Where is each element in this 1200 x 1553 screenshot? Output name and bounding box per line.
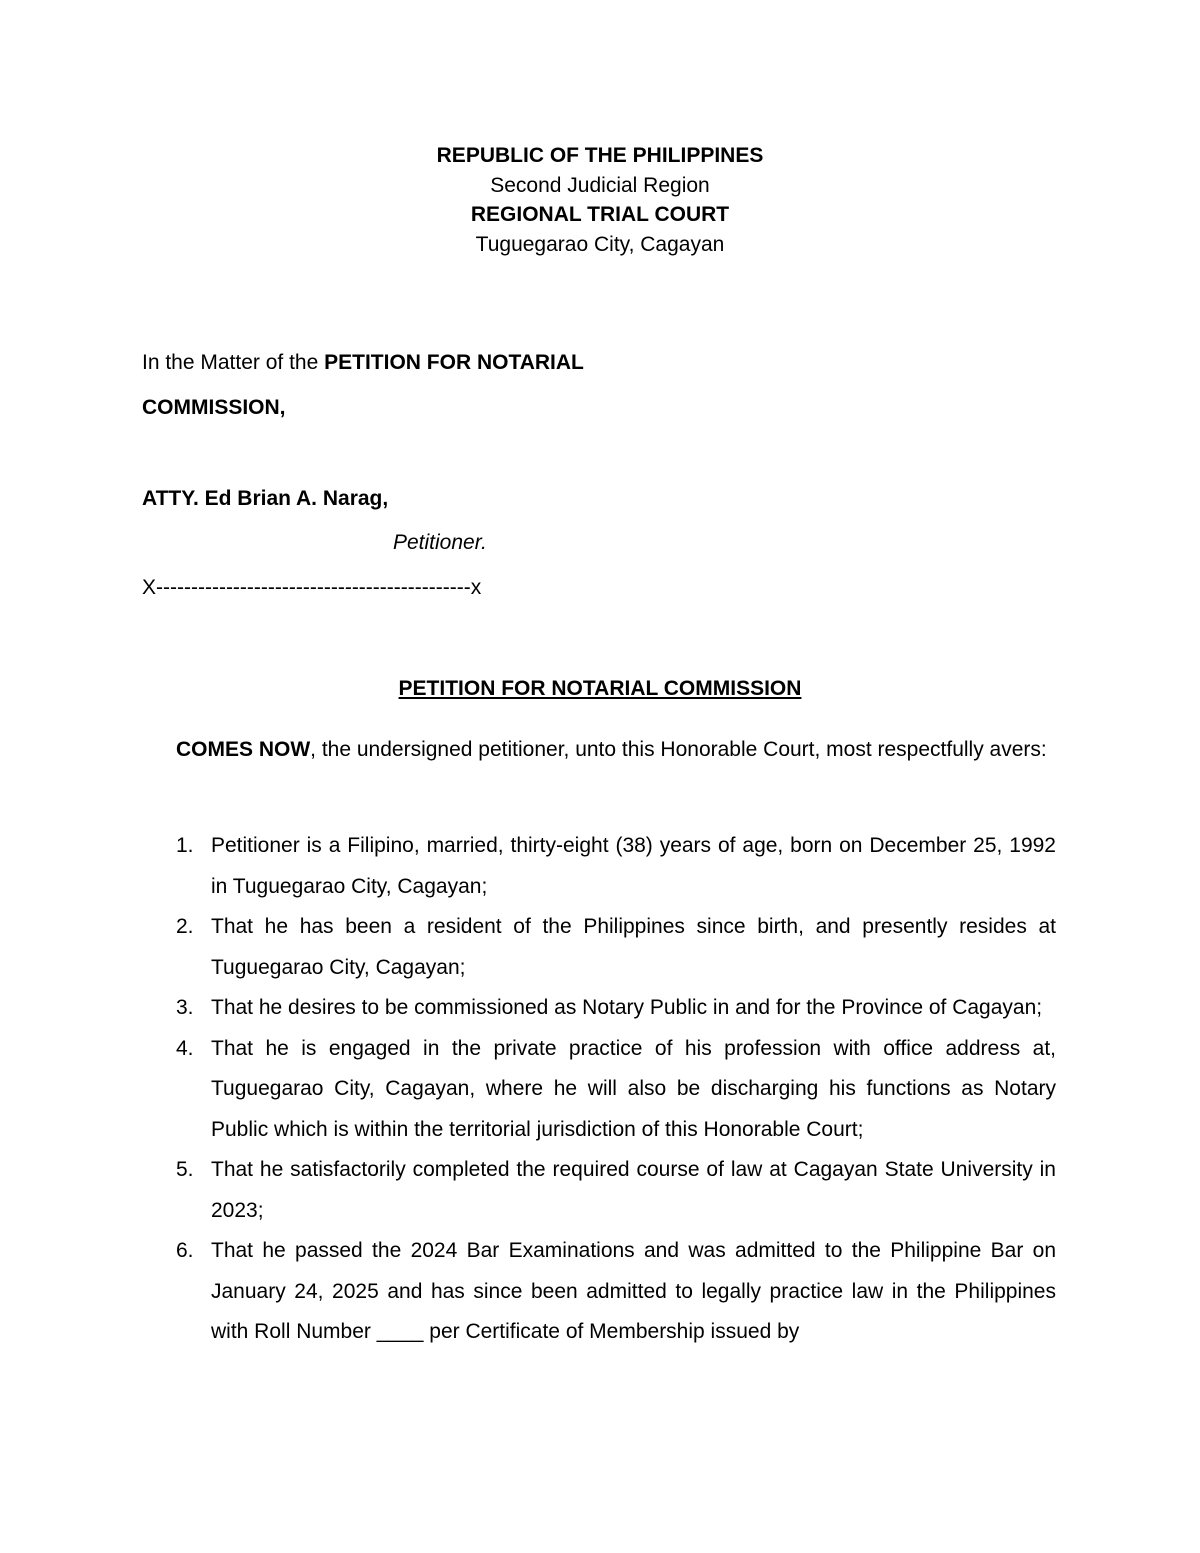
list-item [142, 1029, 1056, 1151]
matter-title: PETITION FOR NOTARIAL [324, 351, 584, 374]
list-item [142, 907, 1056, 988]
republic-heading: REPUBLIC OF THE PHILIPPINES [436, 144, 764, 167]
list-item [142, 826, 1056, 907]
court-header [0, 141, 1200, 259]
list-item-number: 5. [176, 1158, 194, 1181]
list-item-number: 1. [176, 834, 194, 857]
list-item-text: That he satisfactorily completed the required course of law at Cagayan State University in 2023; [211, 1158, 1056, 1222]
intro-text: , the undersigned petitioner, unto this Honorable Court, most respectfully avers: [310, 738, 1047, 761]
intro-bold: COMES NOW [176, 738, 311, 761]
list-item-number: 3. [176, 996, 194, 1019]
court-name: REGIONAL TRIAL COURT [470, 203, 730, 226]
list-item-text: That he passed the 2024 Bar Examinations and was admitted to the Philippine Bar on January 24, 2025 and has since been admitted to legally practice law in the Philippines with Roll Number ____ per Certificate of Membership issued by [211, 1239, 1056, 1343]
petitioner-role: Petitioner. [393, 531, 487, 554]
list-item [142, 1150, 1056, 1231]
list-item [142, 988, 1056, 1029]
list-item-number: 4. [176, 1036, 194, 1060]
judicial-region: Second Judicial Region [490, 173, 710, 197]
matter-prefix: In the Matter of the [142, 351, 325, 374]
list-item-number: 6. [176, 1239, 194, 1262]
petitioner-name: ATTY. Ed Brian A. Narag, [142, 487, 389, 510]
caption-separator: X---------------------------------------------x [142, 576, 482, 599]
list-item-number: 2. [176, 915, 194, 938]
list-item-text: That he has been a resident of the Philippines since birth, and presently resides at Tuguegarao City, Cagayan; [211, 915, 1056, 979]
list-item [142, 1231, 1056, 1353]
list-item-text: That he is engaged in the private practice of his profession with office address at, Tuguegarao City, Cagayan, where he will also be discharging his functions as Notary Public which is within the territorial jurisdiction of this Honorable Court; [211, 1036, 1056, 1141]
averments-list [142, 826, 1056, 1353]
court-location: Tuguegarao City, Cagayan [475, 232, 725, 256]
matter-line [142, 348, 584, 377]
document-title: PETITION FOR NOTARIAL COMMISSION [398, 677, 802, 700]
list-item-text: Petitioner is a Filipino, married, thirty-eight (38) years of age, born on December 25, 1992 in Tuguegarao City, Cagayan; [211, 834, 1056, 898]
intro-paragraph [142, 730, 1056, 771]
list-item-text: That he desires to be commissioned as Notary Public in and for the Province of Cagayan; [211, 996, 1043, 1019]
matter-title-continued: COMMISSION, [142, 396, 286, 419]
